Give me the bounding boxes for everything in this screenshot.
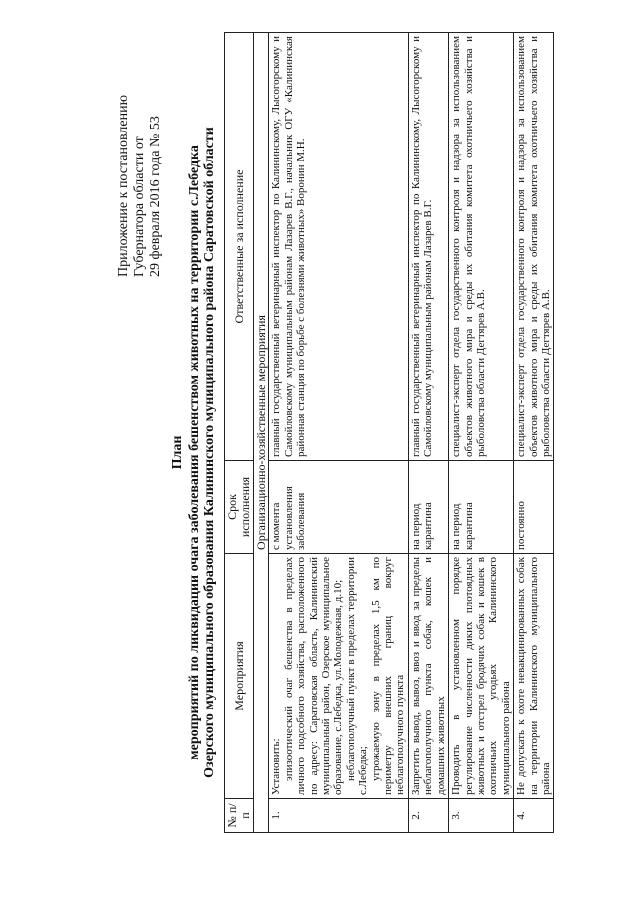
- table-row: [449, 33, 514, 833]
- row-number: 4.: [514, 799, 554, 833]
- table-header-row: [225, 33, 254, 833]
- plan-title-line-1: мероприятий по ликвидации очага заболевания бешенством животных на территории с.Лебедка: [187, 145, 202, 760]
- table-row: [514, 33, 554, 833]
- row-number: 3.: [449, 799, 514, 833]
- row-number: 2.: [408, 799, 448, 833]
- row-measure: Не допускать к охоте невакцинированных собак на территории Калининского муниципального района: [514, 554, 554, 799]
- row-term: на период карантина: [449, 461, 514, 554]
- row-term: с момента установления заболевания: [269, 461, 408, 554]
- row-measure: Проводить в установленном порядке регулирование численности диких плотоядных животных и отстрел бродячих собак и кошек в охотничьих угодьях Калининского муниципального района: [449, 554, 514, 799]
- measure-part: неблагополучный пункт в пределах территории с.Лебедка;: [344, 557, 370, 795]
- row-responsible: специалист-эксперт отдела государственного контроля и надзора за использованием объектов животного мира и среды их обитания комитета охотничьего хозяйства и рыболовства области Дегтярев А.В.: [449, 33, 514, 461]
- header-term: Срок исполнения: [225, 461, 254, 554]
- row-term: на период карантина: [408, 461, 448, 554]
- plan-heading: [170, 0, 185, 905]
- header-responsible: Ответственные за исполнение: [225, 33, 254, 461]
- table-row: [408, 33, 448, 833]
- appendix-line-3: 29 февраля 2016 года № 53: [148, 116, 163, 277]
- row-number: 1.: [269, 799, 408, 833]
- measure-part: Установить:: [270, 738, 283, 795]
- measure-part: угрожаемую зону в пределах 1,5 км по периметру внешних границ вокруг неблагополучного пункта: [369, 557, 407, 795]
- plan-heading-text: План: [170, 435, 185, 470]
- row-term: постоянно: [514, 461, 554, 554]
- appendix-line-1: Приложение к постановлению: [116, 94, 131, 277]
- table-row: [269, 33, 408, 833]
- plan-title-line-2: Озерского муниципального образования Калининского муниципального района Саратовской области: [202, 127, 217, 778]
- appendix-line-2: Губернатора области от: [132, 136, 147, 277]
- section-title: Организационно-хозяйственные мероприятия: [254, 33, 269, 833]
- row-measure: Запретить вывод, вывоз, ввоз и ввод за пределы неблагополучного пункта собак, кошек и домашних животных: [408, 554, 448, 799]
- row-responsible: главный государственный ветеринарный инспектор по Калининскому, Лысогорскому и Самойловскому муниципальным районам Лазарев В.Г., начальник ОГУ «Калининская районная станция по борьбе с болезнями животных» Воронин М.Н.: [269, 33, 408, 461]
- row-responsible: главный государственный ветеринарный инспектор по Калининскому, Лысогорскому и Самойловскому муниципальным районам Лазарев В.Г.: [408, 33, 448, 461]
- measure-part: эпизоотический очаг бешенства в пределах личного подсобного хозяйства, расположенного по адресу: Саратовская область, Калининский муниципальный район, Озерское муниципальное образование, с.Лебедка, ул.Молодежная, д.10;: [282, 557, 345, 795]
- plan-title: [187, 0, 217, 905]
- measures-table: [224, 32, 554, 833]
- header-number: № п/п: [225, 799, 254, 833]
- row-responsible: специалист-эксперт отдела государственного контроля и надзора за использованием объектов животного мира и среды их обитания комитета охотничьего хозяйства и рыболовства области Дегтярев А.В.: [514, 33, 554, 461]
- appendix-note: [116, 95, 164, 277]
- header-measures: Мероприятия: [225, 554, 254, 799]
- row-measure: [269, 554, 408, 799]
- section-row: [254, 33, 269, 833]
